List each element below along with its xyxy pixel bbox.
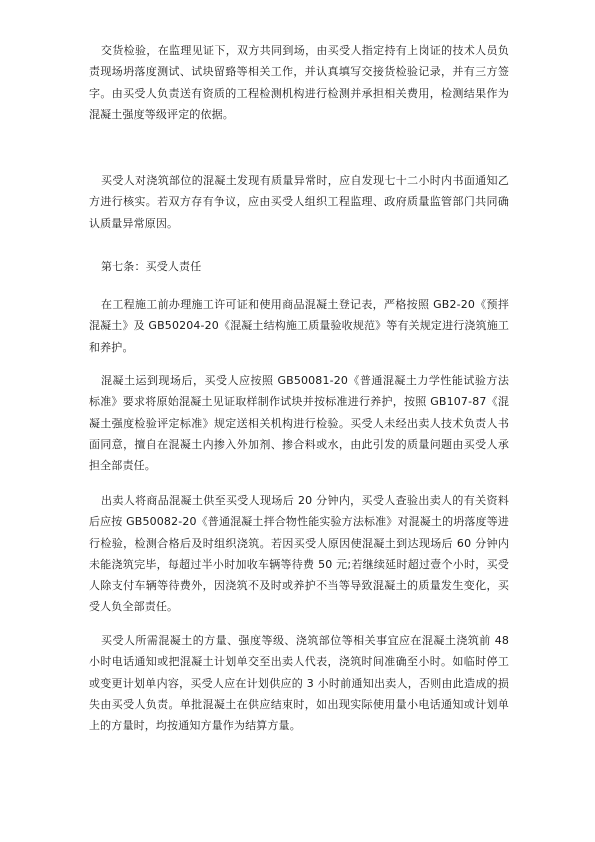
paragraph-construction-permit: 在工程施工前办理施工许可证和使用商品混凝土登记表，严格按照 GB2-20《预拌混凝土》及 GB50204-20《混凝土结构施工质量验收规范》等有关规定进行浇筑施工和养护。 bbox=[89, 298, 509, 354]
paragraph-delivery-inspection: 交货检验，在监理见证下，双方共同到场，由买受人指定持有上岗证的技术人员负责现场坍落度测试、试块留臵等相关工作，并认真填写交接货检验记录，并有三方签字。由买受人负责送有资质的工程检测机构进行检测并承担相关费用，检测结果作为混凝土强度等级评定的依据。 bbox=[89, 44, 509, 121]
section-heading: 第七条：买受人责任 bbox=[101, 260, 202, 273]
paragraph-concrete-sampling: 混凝土运到现场后，买受人应按照 GB50081-20《普通混凝土力学性能试验方法标准》要求将原始混凝土见证取样制作试块并按标准进行养护，按照 GB107-87《混凝土强度检验评定标准》规定送相关机构进行检验。买受人未经出卖人技术负责人书面同意，擅自在混凝土内掺入外加剂、掺合料或水，由此引发的质量问题由买受人承担全部责任。 bbox=[89, 374, 509, 473]
paragraph-quality-abnormality: 买受人对浇筑部位的混凝土发现有质量异常时，应自发现七十二小时内书面通知乙方进行核实。若双方存有争议，应由买受人组织工程监理、政府质量监管部门共同确认质量异常原因。 bbox=[89, 174, 509, 230]
paragraph-inspection-pouring: 出卖人将商品混凝土供至买受人现场后 20 分钟内，买受人查验出卖人的有关资料后应按 GB50082-20《普通混凝土拌合物性能实验方法标准》对混凝土的坍落度等进行检验，检测合格后及时组织浇筑。若因买受人原因使混凝土到达现场后 60 分钟内未能浇筑完毕，每超过半小时加收车辆等待费 50 元;若继续延时超过壹个小时，买受人除支付车辆等待费外，因浇筑不及时或养护不当等导致混凝土的质量发生变化，买受人负全部责任。 bbox=[89, 494, 509, 614]
paragraph-order-notification: 买受人所需混凝土的方量、强度等级、浇筑部位等相关事宜应在混凝土浇筑前 48 小时电话通知或把混凝土计划单交至出卖人代表，浇筑时间准确至小时。如临时停工或变更计划单内容，买受人应在计划供应的 3 小时前通知出卖人，否则由此造成的损失由买受人负责。单批混凝土在供应结束时，如出现实际使用量小电话通知或计划单上的方量时，均按通知方量作为结算方量。 bbox=[89, 634, 509, 733]
